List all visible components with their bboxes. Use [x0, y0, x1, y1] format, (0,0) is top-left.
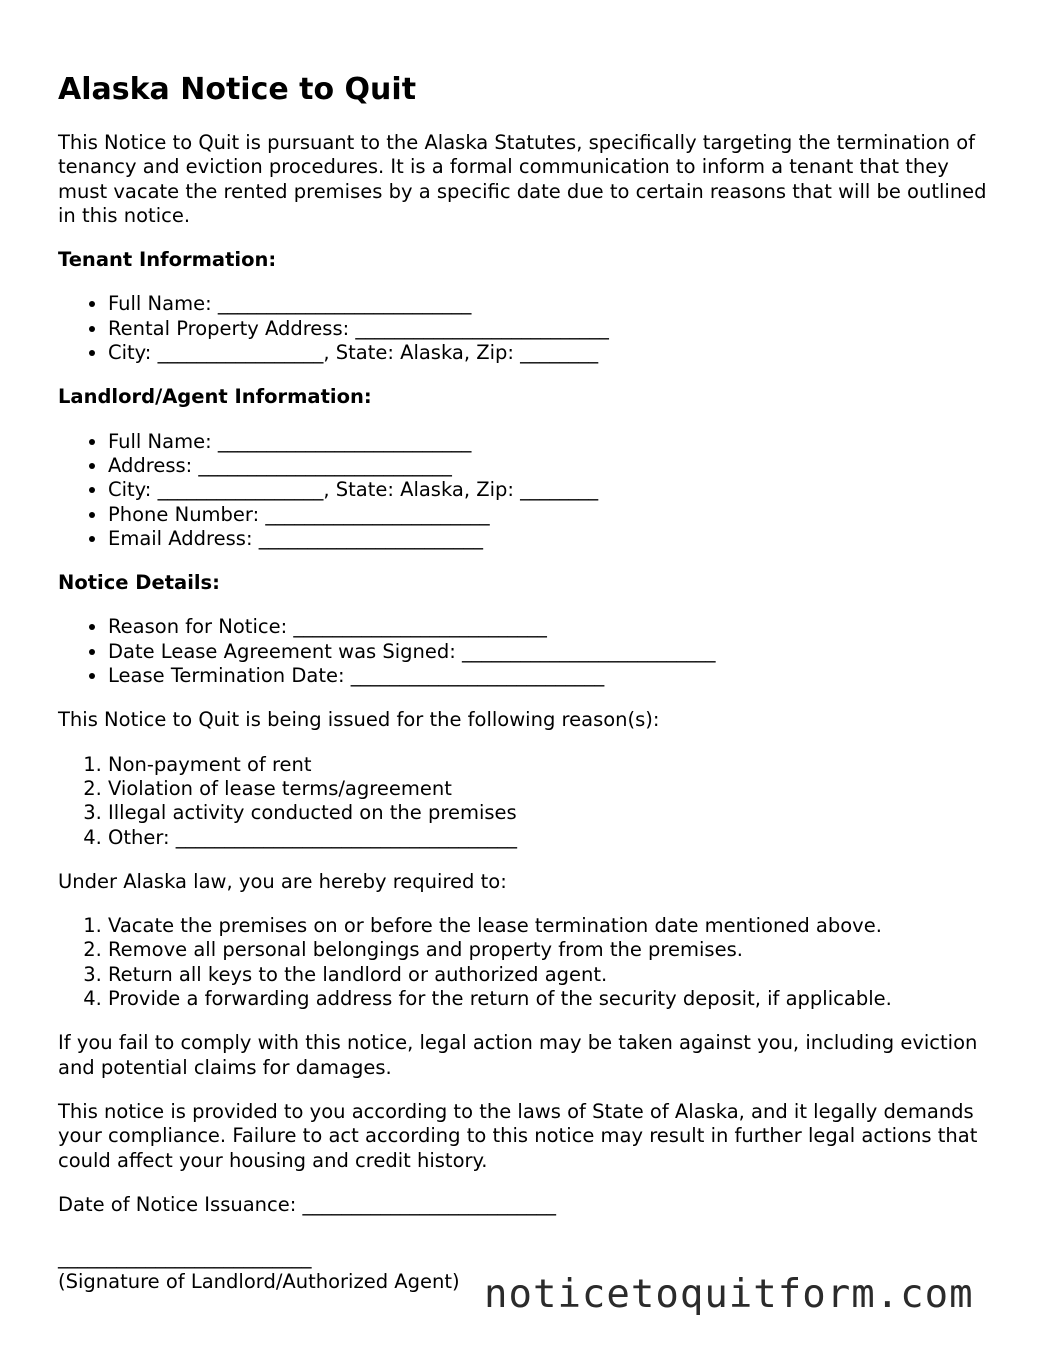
list-item: 2. Remove all personal belongings and property from the premises. [108, 938, 998, 962]
list-item: • Reason for Notice: __________________________ [108, 615, 998, 639]
signature-line: __________________________ [58, 1246, 312, 1270]
list-item: • Lease Termination Date: __________________________ [108, 664, 998, 688]
notice-list [58, 615, 998, 688]
list-item: 3. Return all keys to the landlord or authorized agent. [108, 963, 998, 987]
list-item: • Address: __________________________ [108, 454, 998, 478]
list-item: 1. Vacate the premises on or before the lease termination date mentioned above. [108, 914, 998, 938]
reasons-list [58, 753, 998, 850]
signature-caption: (Signature of Landlord/Authorized Agent) [58, 1270, 460, 1294]
notice-heading: Notice Details: [58, 571, 220, 595]
list-item: 2. Violation of lease terms/agreement [108, 777, 998, 801]
requirements-list [58, 914, 998, 1011]
issuance-date-line: Date of Notice Issuance: __________________________ [58, 1192, 557, 1216]
list-item: 3. Illegal activity conducted on the premises [108, 801, 998, 825]
list-item: • City: _________________, State: Alaska, Zip: ________ [108, 341, 998, 365]
list-item: 4. Provide a forwarding address for the return of the security deposit, if applicable. [108, 987, 998, 1011]
list-item: • Date Lease Agreement was Signed: __________________________ [108, 640, 998, 664]
list-item: • Phone Number: _______________________ [108, 503, 998, 527]
list-item: 4. Other: ___________________________________ [108, 826, 998, 850]
consequence-paragraph: If you fail to comply with this notice, legal action may be taken against you, including eviction and potential claims for damages. [58, 1031, 978, 1079]
requirements-intro: Under Alaska law, you are hereby required to: [58, 869, 507, 893]
tenant-list [58, 292, 998, 365]
list-item: • Full Name: __________________________ [108, 292, 998, 316]
list-item: • Rental Property Address: __________________________ [108, 317, 998, 341]
page-title: Alaska Notice to Quit [58, 72, 417, 107]
tenant-heading: Tenant Information: [58, 248, 277, 272]
list-item: • Full Name: __________________________ [108, 430, 998, 454]
landlord-heading: Landlord/Agent Information: [58, 385, 372, 409]
intro-paragraph: This Notice to Quit is pursuant to the Alaska Statutes, specifically targeting the termination of tenancy and eviction procedures. It is a formal communication to inform a tenant that they must vacate the rented premises by a specific date due to certain reasons that will be outlined in this notice. [58, 131, 987, 227]
landlord-list [58, 430, 998, 551]
reasons-intro: This Notice to Quit is being issued for the following reason(s): [58, 708, 660, 732]
document-page [58, 70, 998, 1295]
watermark-text: noticetoquitform.com [484, 1272, 974, 1317]
legal-paragraph: This notice is provided to you according to the laws of State of Alaska, and it legally demands your compliance. Failure to act according to this notice may result in further legal actions that could affect your housing and credit history. [58, 1099, 978, 1172]
list-item: 1. Non-payment of rent [108, 753, 998, 777]
list-item: • Email Address: _______________________ [108, 527, 998, 551]
list-item: • City: _________________, State: Alaska, Zip: ________ [108, 478, 998, 502]
